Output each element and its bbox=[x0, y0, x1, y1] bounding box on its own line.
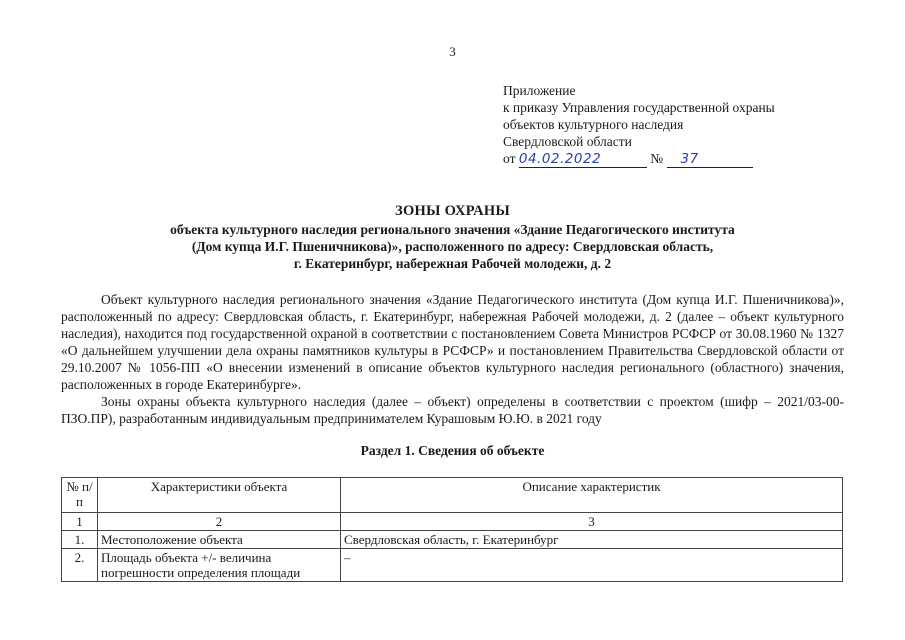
title-line-2: (Дом купца И.Г. Пшеничникова)», расположенного по адресу: Свердловская область, bbox=[191, 239, 714, 254]
appendix-line-3: объектов культурного наследия bbox=[503, 117, 684, 132]
appendix-line-2: к приказу Управления государственной охраны bbox=[503, 100, 775, 115]
title-main: ЗОНЫ ОХРАНЫ bbox=[395, 203, 510, 219]
section-heading: Раздел 1. Сведения об объекте bbox=[360, 443, 545, 458]
appendix-line-4: Свердловской области bbox=[503, 134, 632, 149]
row-number: 1. bbox=[62, 531, 98, 549]
handwritten-date: 04.02.2022 bbox=[518, 151, 602, 167]
number-prefix: № bbox=[650, 151, 664, 166]
date-field bbox=[519, 151, 647, 168]
index-cell: 1 bbox=[62, 513, 98, 531]
table-row bbox=[62, 549, 843, 582]
title-line-3: г. Екатеринбург, набережная Рабочей молодежи, д. 2 bbox=[293, 256, 612, 271]
row-number: 2. bbox=[62, 549, 98, 582]
appendix-line-1: Приложение bbox=[503, 83, 576, 98]
row-description: Свердловская область, г. Екатеринбург bbox=[341, 531, 843, 549]
object-info-table bbox=[61, 477, 843, 582]
header-characteristics: Характеристики объекта bbox=[98, 478, 341, 513]
header-number: № п/п bbox=[62, 478, 98, 513]
table-index-row bbox=[62, 513, 843, 531]
index-cell: 3 bbox=[341, 513, 843, 531]
paragraph-2: Зоны охраны объекта культурного наследия (далее – объект) определены в соответствии с проектом (шифр – 2021/03-00-ПЗО.ПР), разработанным индивидуальным предпринимателем Курашовым Ю.Ю. в 2021 году bbox=[61, 394, 844, 426]
appendix-date-line bbox=[503, 150, 775, 168]
row-characteristic: Площадь объекта +/- величина погрешности определения площади bbox=[98, 549, 341, 582]
appendix-block bbox=[503, 82, 775, 168]
body-text bbox=[61, 291, 844, 427]
page-number: 3 bbox=[449, 44, 456, 59]
table-row bbox=[62, 531, 843, 549]
row-description: – bbox=[341, 549, 843, 582]
index-cell: 2 bbox=[98, 513, 341, 531]
row-characteristic: Местоположение объекта bbox=[98, 531, 341, 549]
handwritten-number: 37 bbox=[680, 151, 699, 167]
number-field bbox=[667, 151, 753, 168]
document-title bbox=[0, 202, 905, 272]
header-description: Описание характеристик bbox=[341, 478, 843, 513]
date-prefix: от bbox=[503, 151, 516, 166]
table-header-row bbox=[62, 478, 843, 513]
title-line-1: объекта культурного наследия регионального значения «Здание Педагогического института bbox=[170, 222, 735, 237]
paragraph-1: Объект культурного наследия регионального значения «Здание Педагогического института (Дом купца И.Г. Пшеничникова)», расположенный по адресу: Свердловская область, г. Екатеринбург, набережная Рабочей молодежи, д. 2 (далее – объект культурного наследия), находится под государственной охраной в соответствии с постановлением Совета Министров РСФСР от 30.08.1960 № 1327 «О дальнейшем улучшении дела охраны памятников культуры в РСФСР» и постановлением Правительства Свердловской области от 29.10.2007 № 1056-ПП «О внесении изменений в описание объектов культурного наследия регионального (областного) значения, расположенных в городе Екатеринбурге». bbox=[61, 292, 844, 392]
